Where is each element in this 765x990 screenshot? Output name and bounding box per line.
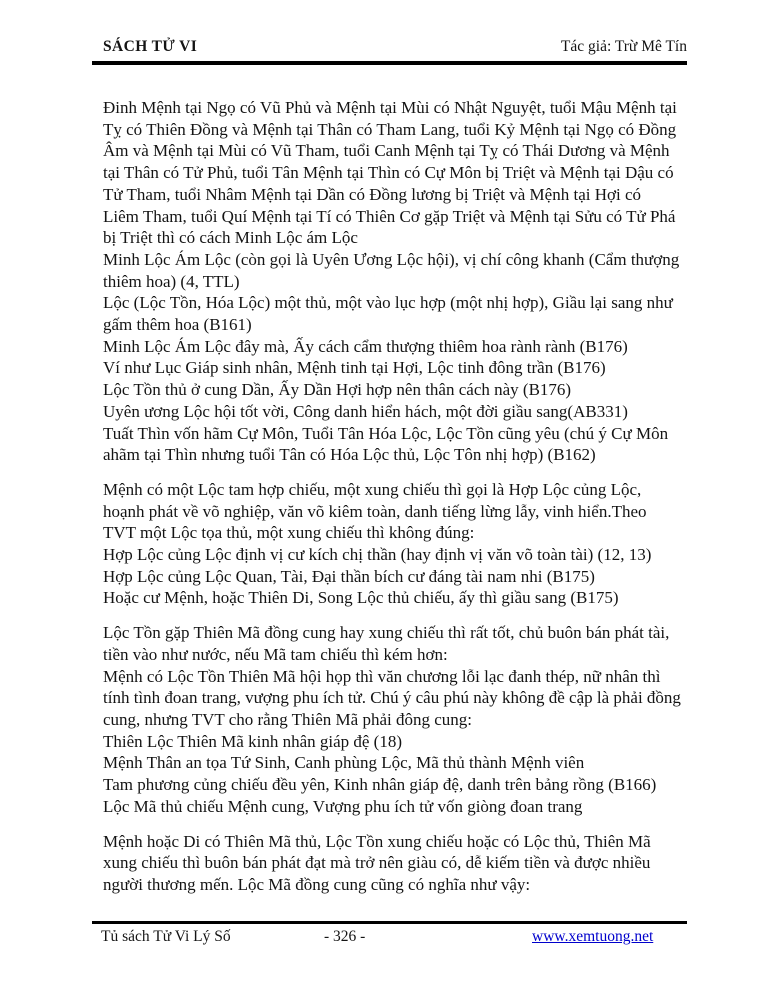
- paragraph-hop-loc-quan-tai: Hợp Lộc củng Lộc Quan, Tài, Đại thần bích cư đáng tài nam nhi (B175): [103, 566, 595, 586]
- paragraph-tuat-thin-cu-mon: Tuất Thìn vốn hãm Cự Môn, Tuổi Tân Hóa Lộc, Lộc Tồn cũng yêu (chú ý Cự Môn ahãm tại Thìn nhưng tuổi Tân có Hóa Lộc thủ, Lộc Tôn nhị hợp) (B162): [103, 423, 669, 465]
- paragraph-uyen-uong-loc-hoi: Uyên ương Lộc hội tốt vời, Công danh hiển hách, một đời giầu sang(AB331): [103, 401, 628, 421]
- page-number: - 326 -: [324, 928, 366, 945]
- paragraph-cam-thuong-thiem-hoa: Minh Lộc Ám Lộc đây mà, Ấy cách cẩm thượng thiêm hoa rành rành (B176): [103, 336, 628, 356]
- author-credit: Tác giả: Trừ Mê Tín: [560, 38, 687, 55]
- paragraph-loc-ma-thu-chieu: Lộc Mã thủ chiếu Mệnh cung, Vượng phu ích tử vốn giòng đoan trang: [103, 796, 583, 816]
- paragraph-hop-loc-cung-loc: Mệnh có một Lộc tam hợp chiếu, một xung chiếu thì gọi là Hợp Lộc củng Lộc, hoạnh phát về võ nghiệp, văn võ kiêm toàn, danh tiếng lừng lẫy, vinh hiển.Theo TVT một Lộc tọa thủ, một xung chiếu thì không đúng:: [103, 479, 647, 543]
- series-title: Tủ sách Tử Vi Lý Số: [101, 928, 231, 945]
- body-text: [103, 97, 681, 896]
- paragraph-minh-loc-am-loc: Minh Lộc Ám Lộc (còn gọi là Uyên Ương Lộc hội), vị chí công khanh (Cẩm thượng thiêm hoa) (4, TTL): [103, 249, 680, 291]
- paragraph-loc-ton-thien-ma: Lộc Tồn gặp Thiên Mã đồng cung hay xung chiếu thì rất tốt, chủ buôn bán phát tài, tiền vào như nước, nếu Mã tam chiếu thì kém hơn:: [103, 623, 670, 664]
- paragraph-loc-ton-cung-dan: Lộc Tồn thủ ở cung Dần, Ấy Dần Hợi hợp nên thân cách này (B176): [103, 380, 572, 400]
- paragraph-menh-loc-ton-thien-ma: Mệnh có Lộc Tồn Thiên Mã hội họp thì văn chương lỗi lạc đanh thép, nữ nhân thì tính tình đoan trang, vượng phu ích tử. Chú ý câu phú này không đề cập là phải đồng cung, nhưng TVT cho rằng Thiên Mã phải đông cung:: [103, 666, 681, 729]
- paragraph-thien-loc-thien-ma: Thiên Lộc Thiên Mã kinh nhân giáp đệ (18): [103, 731, 402, 751]
- paragraph-menh-di-thien-ma: Mệnh hoặc Di có Thiên Mã thủ, Lộc Tồn xung chiếu hoặc có Lộc thủ, Thiên Mã xung chiếu thì buôn bán phát đạt mà trở nên giàu có, dễ kiếm tiền và được nhiều người thương mến. Lộc Mã đồng cung cũng có nghĩa như vậy:: [103, 831, 651, 894]
- paragraph-tam-phuong-cung-chieu: Tam phương củng chiếu đều yên, Kinh nhân giáp đệ, danh trên bảng rồng (B166): [103, 775, 657, 795]
- page-footer: [92, 921, 687, 958]
- website-link[interactable]: www.xemtuong.net: [532, 928, 654, 945]
- paragraph-loc-ton-hoa-loc: Lộc (Lộc Tồn, Hóa Lộc) một thủ, một vào lục hợp (một nhị hợp), Giầu lại sang như gấm thêm hoa (B161): [103, 293, 673, 335]
- paragraph-song-loc-thu-chieu: Hoặc cư Mệnh, hoặc Thiên Di, Song Lộc thủ chiếu, ấy thì giầu sang (B175): [103, 588, 619, 608]
- book-title: SÁCH TỬ VI: [103, 38, 198, 55]
- paragraph-menh-than-tu-sinh: Mệnh Thân an tọa Tứ Sinh, Canh phùng Lộc, Mã thủ thành Mệnh viên: [103, 753, 585, 773]
- paragraph-tuoi-menh-cach: Đinh Mệnh tại Ngọ có Vũ Phủ và Mệnh tại Mùi có Nhật Nguyệt, tuổi Mậu Mệnh tại Tỵ có Thiên Đồng và Mệnh tại Thân có Tham Lang, tuổi Kỷ Mệnh tại Ngọ có Đồng Âm và Mệnh tại Mùi có Vũ Tham, tuổi Canh Mệnh tại Tỵ có Thái Dương và Mệnh tại Thân có Tử Phủ, tuổi Tân Mệnh tại Thìn có Cự Môn bị Triệt và Mệnh tại Dậu có Tử Tham, tuổi Nhâm Mệnh tại Dần có Đồng lương bị Triệt và Mệnh tại Hợi có Liêm Tham, tuổi Quí Mệnh tại Tí có Thiên Cơ gặp Triệt và Mệnh tại Sửu có Tử Phá bị Triệt thì có cách Minh Lộc ám Lộc: [103, 98, 677, 248]
- paragraph-luc-giap-sinh-nhan: Ví như Lục Giáp sinh nhân, Mệnh tinh tại Hợi, Lộc tinh đông trần (B176): [103, 358, 606, 378]
- paragraph-hop-loc-dinh-vi: Hợp Lộc củng Lộc định vị cư kích chị thần (hay định vị văn võ toàn tài) (12, 13): [103, 545, 652, 565]
- page-header: [92, 38, 687, 65]
